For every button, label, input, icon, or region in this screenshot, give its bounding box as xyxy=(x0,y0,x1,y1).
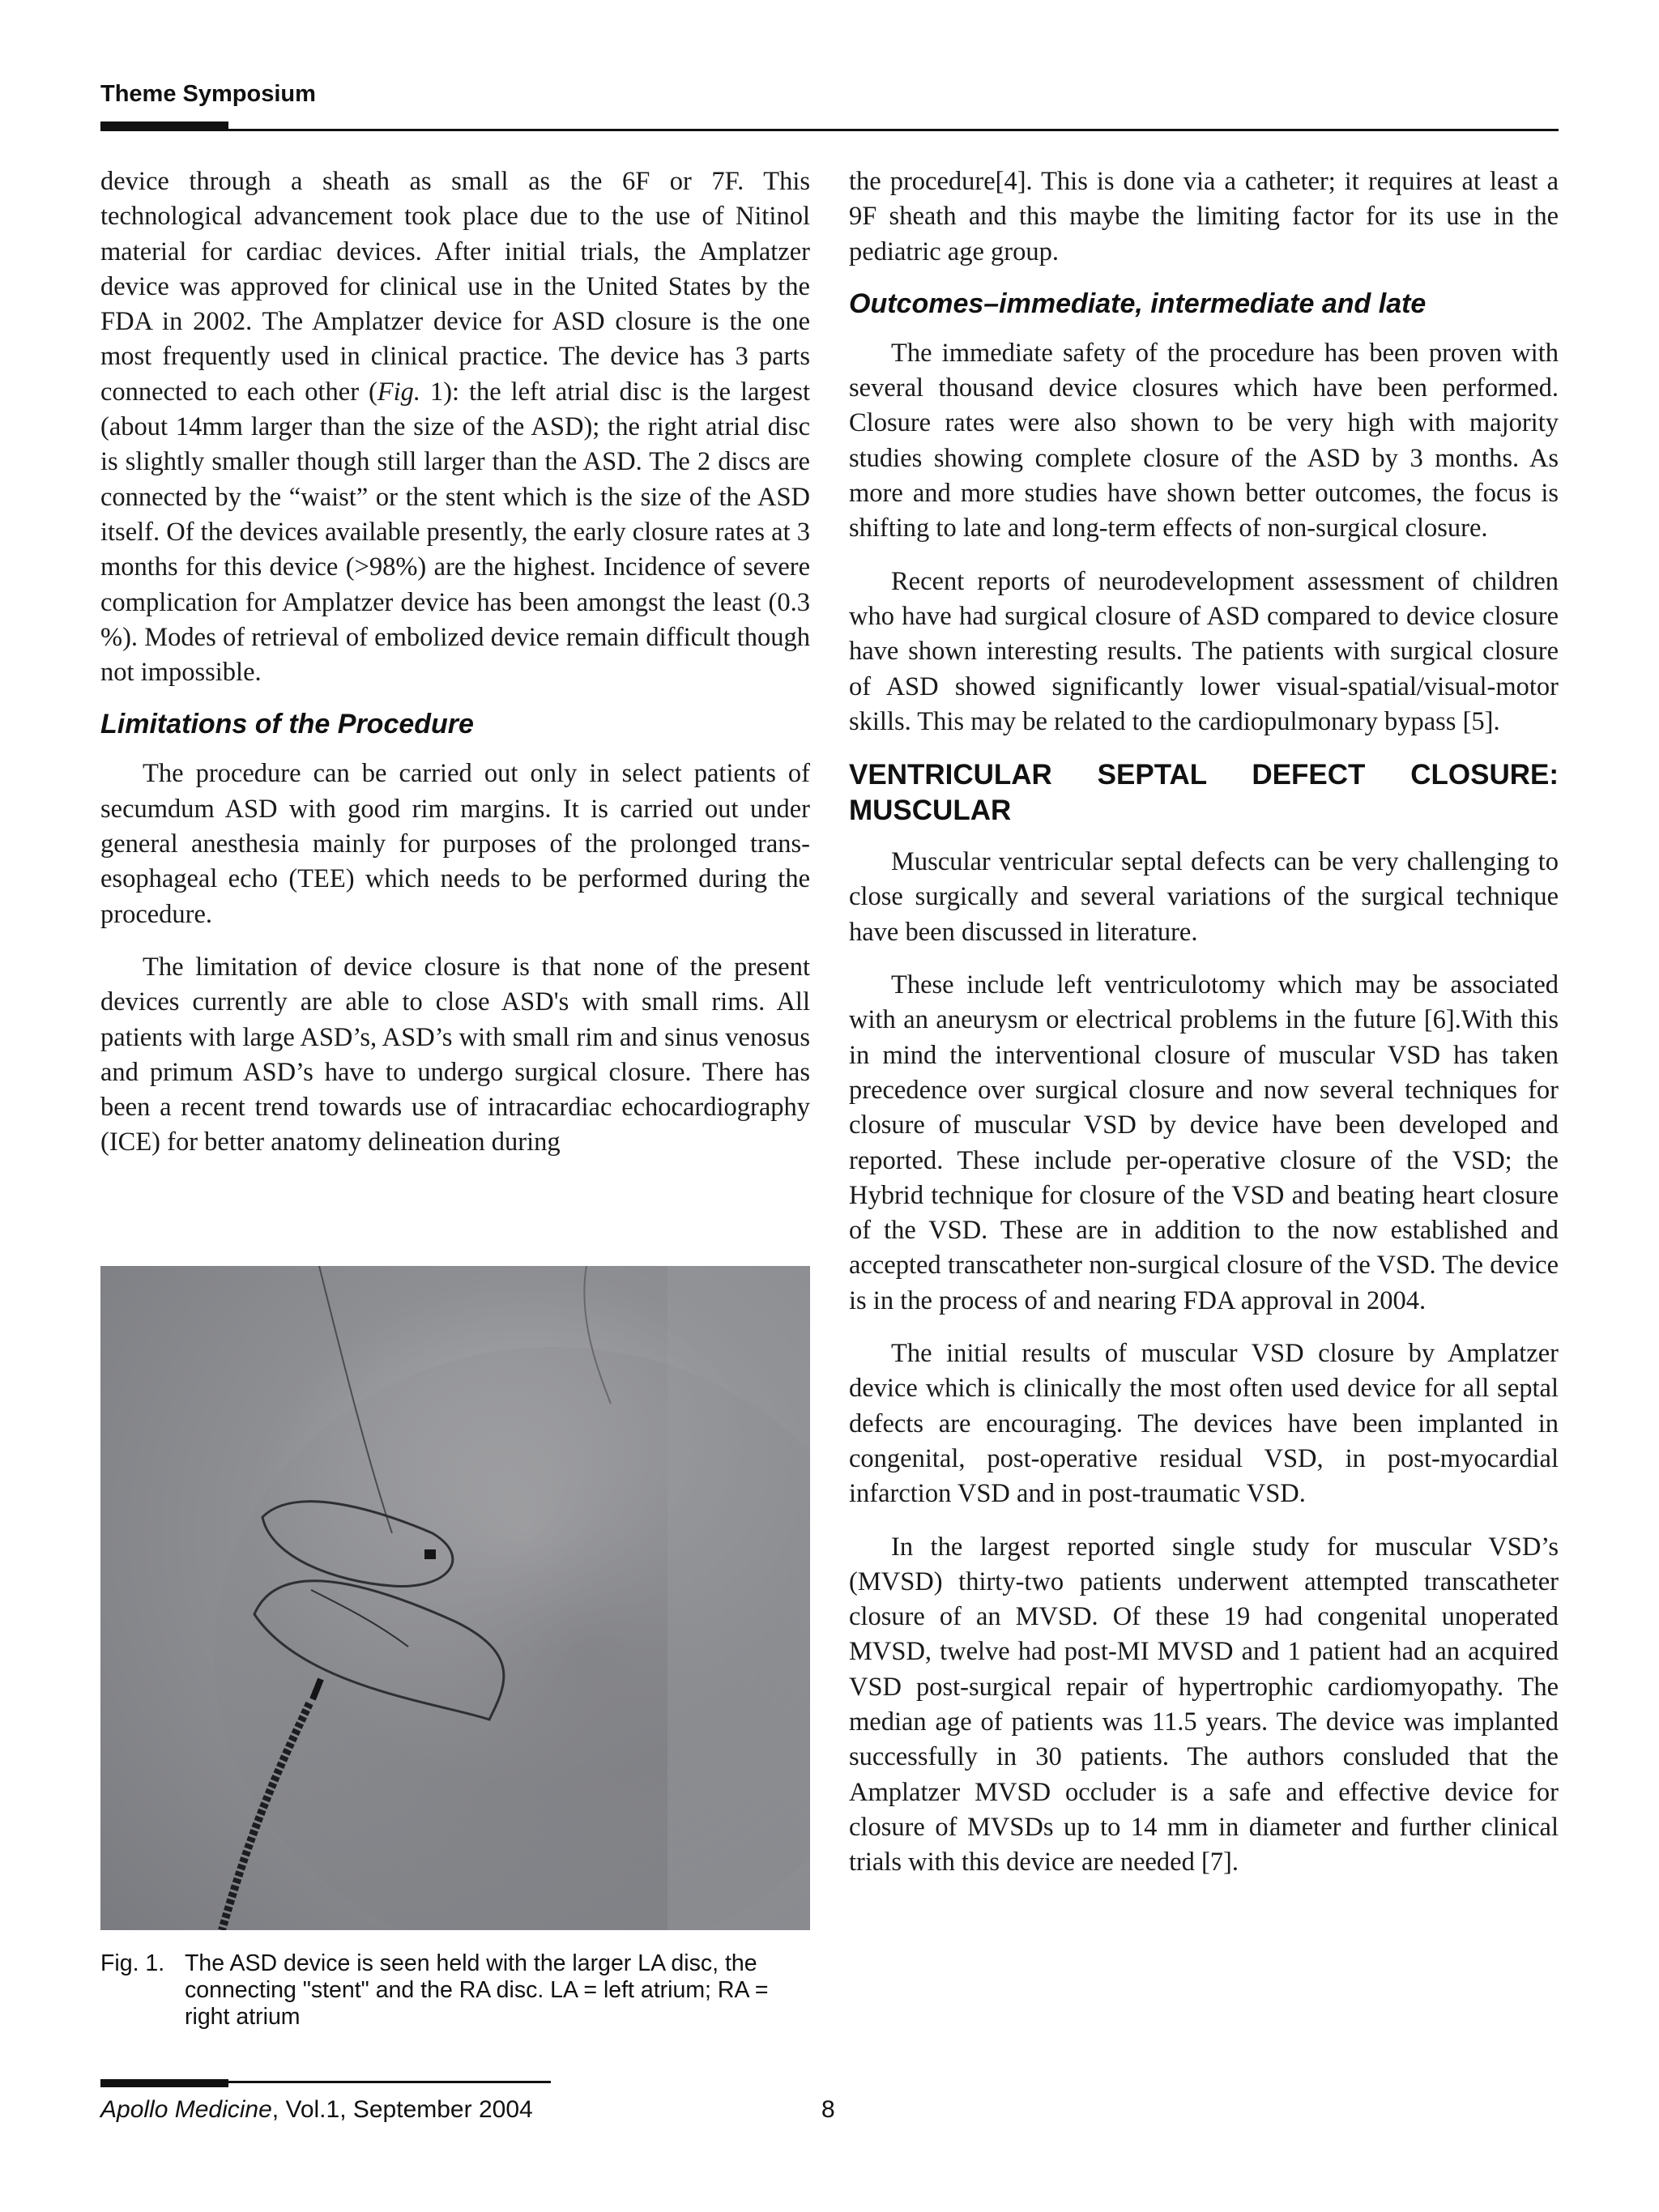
journal-details: , Vol.1, September 2004 xyxy=(271,2096,533,2123)
paragraph: The procedure can be carried out only in select patients of secumdum ASD with good rim margins. It is carried out under general anesthesia mainly for purposes of the prolonged trans-esophageal echo (TEE) which needs to be performed during the procedure. xyxy=(100,759,810,929)
paragraph: The initial results of muscular VSD closure by Amplatzer device which is clinically the most often used device for all septal defects are encouraging. The devices have been implanted in congenital, post-operative residual VSD, in post-myocardial infarction VSD and in post-traumatic VSD. xyxy=(849,1339,1559,1509)
section-heading-vsd: VENTRICULAR SEPTAL DEFECT CLOSURE: MUSCULAR xyxy=(849,759,1559,827)
section-heading-limitations: Limitations of the Procedure xyxy=(100,709,474,740)
paragraph: In the largest reported single study for muscular VSD’s (MVSD) thirty-two patients underwent attempted transcatheter closure of an MVSD. Of these 19 had congenital unoperated MVSD, twelve had post-MI MVSD and 1 patient had an acquired VSD post-surgical repair of hypertrophic cardiomyopathy. The median age of patients was 11.5 years. The device was implanted successfully in 30 patients. The authors consluded that the Amplatzer MVSD occluder is a safe and effective device for closure of MVSDs up to 14 mm in diameter and further clinical trials with this device are needed [7]. xyxy=(849,1532,1559,1877)
paragraph: The limitation of device closure is that none of the present devices currently are able to close ASD's with small rims. All patients with large ASD’s, ASD’s with small rim and sinus venosus and primum ASD’s have to undergo surgical closure. There has been a recent trend towards use of intracardiac echocardiography (ICE) for better anatomy delineation during xyxy=(100,952,810,1157)
fluoroscopy-illustration xyxy=(100,1266,810,1930)
figure-caption-text: The ASD device is seen held with the larger LA disc, the connecting "stent" and the RA disc. LA = left atrium; RA = right atrium xyxy=(185,1950,769,2030)
section-label: Theme Symposium xyxy=(100,81,316,107)
paragraph: Recent reports of neurodevelopment assessment of children who have had surgical closure of ASD compared to device closure have shown interesting results. The patients with surgical closure of ASD showed significantly lower visual-spatial/visual-motor skills. This may be related to the cardiopulmonary bypass [5]. xyxy=(849,566,1559,736)
paragraph: The immediate safety of the procedure has been proven with several thousand device closures which have been performed. Closure rates were also shown to be very high with majority studies showing complete closure of the ASD by 3 months. As more and more studies have shown better outcomes, the focus is shifting to late and long-term effects of non-surgical closure. xyxy=(849,338,1559,543)
paragraph: These include left ventriculotomy which may be associated with an aneurysm or electrical problems in the future [6].With this in mind the interventional closure of muscular VSD has taken precedence over surgical closure and now several techniques for closure of muscular VSD by device have been developed and reported. These include per-operative closure of the VSD; the Hybrid technique for closure of the VSD and beating heart closure of the VSD. These are in addition to the now established and accepted transcatheter non-surgical closure of the VSD. The device is in the process of and nearing FDA approval in 2004. xyxy=(849,970,1559,1315)
right-column xyxy=(849,164,1559,1898)
page-number: 8 xyxy=(821,2096,835,2123)
left-column xyxy=(100,164,810,1178)
section-heading-outcomes: Outcomes–immediate, intermediate and late xyxy=(849,288,1427,319)
paragraph: the procedure[4]. This is done via a catheter; it requires at least a 9F sheath and this maybe the limiting factor for its use in the pediatric age group. xyxy=(849,167,1559,266)
figure-reference: Fig. xyxy=(377,377,421,407)
figure-fluoroscopy-image xyxy=(100,1266,810,1930)
paragraph: Muscular ventricular septal defects can be very challenging to close surgically and several variations of the surgical technique have been discussed in literature. xyxy=(849,847,1559,947)
footer-rule-accent xyxy=(100,2079,228,2087)
header-rule xyxy=(100,129,1559,131)
figure-caption-number: Fig. 1. xyxy=(100,1950,165,1976)
footer-journal-citation xyxy=(100,2096,533,2124)
paragraph: device through a sheath as small as the 6F or 7F. This technological advancement took place due to the use of Nitinol material for cardiac devices. After initial trials, the Amplatzer device was approved for clinical use in the United States by the FDA in 2002. The Amplatzer device for ASD closure is the one most frequently used in clinical practice. The device has 3 parts connected to each other (Fig. 1): the left atrial disc is the largest (about 14mm larger than the size of the ASD); the right atrial disc is slightly smaller though still larger than the ASD. The 2 discs are connected by the “waist” or the stent which is the size of the ASD itself. Of the devices available presently, the early closure rates at 3 months for this device (>98%) are the highest. Incidence of severe complication for Amplatzer device has been amongst the least (0.3 %). Modes of retrieval of embolized device remain difficult though not impossible. xyxy=(100,167,810,688)
journal-name: Apollo Medicine xyxy=(100,2096,272,2123)
